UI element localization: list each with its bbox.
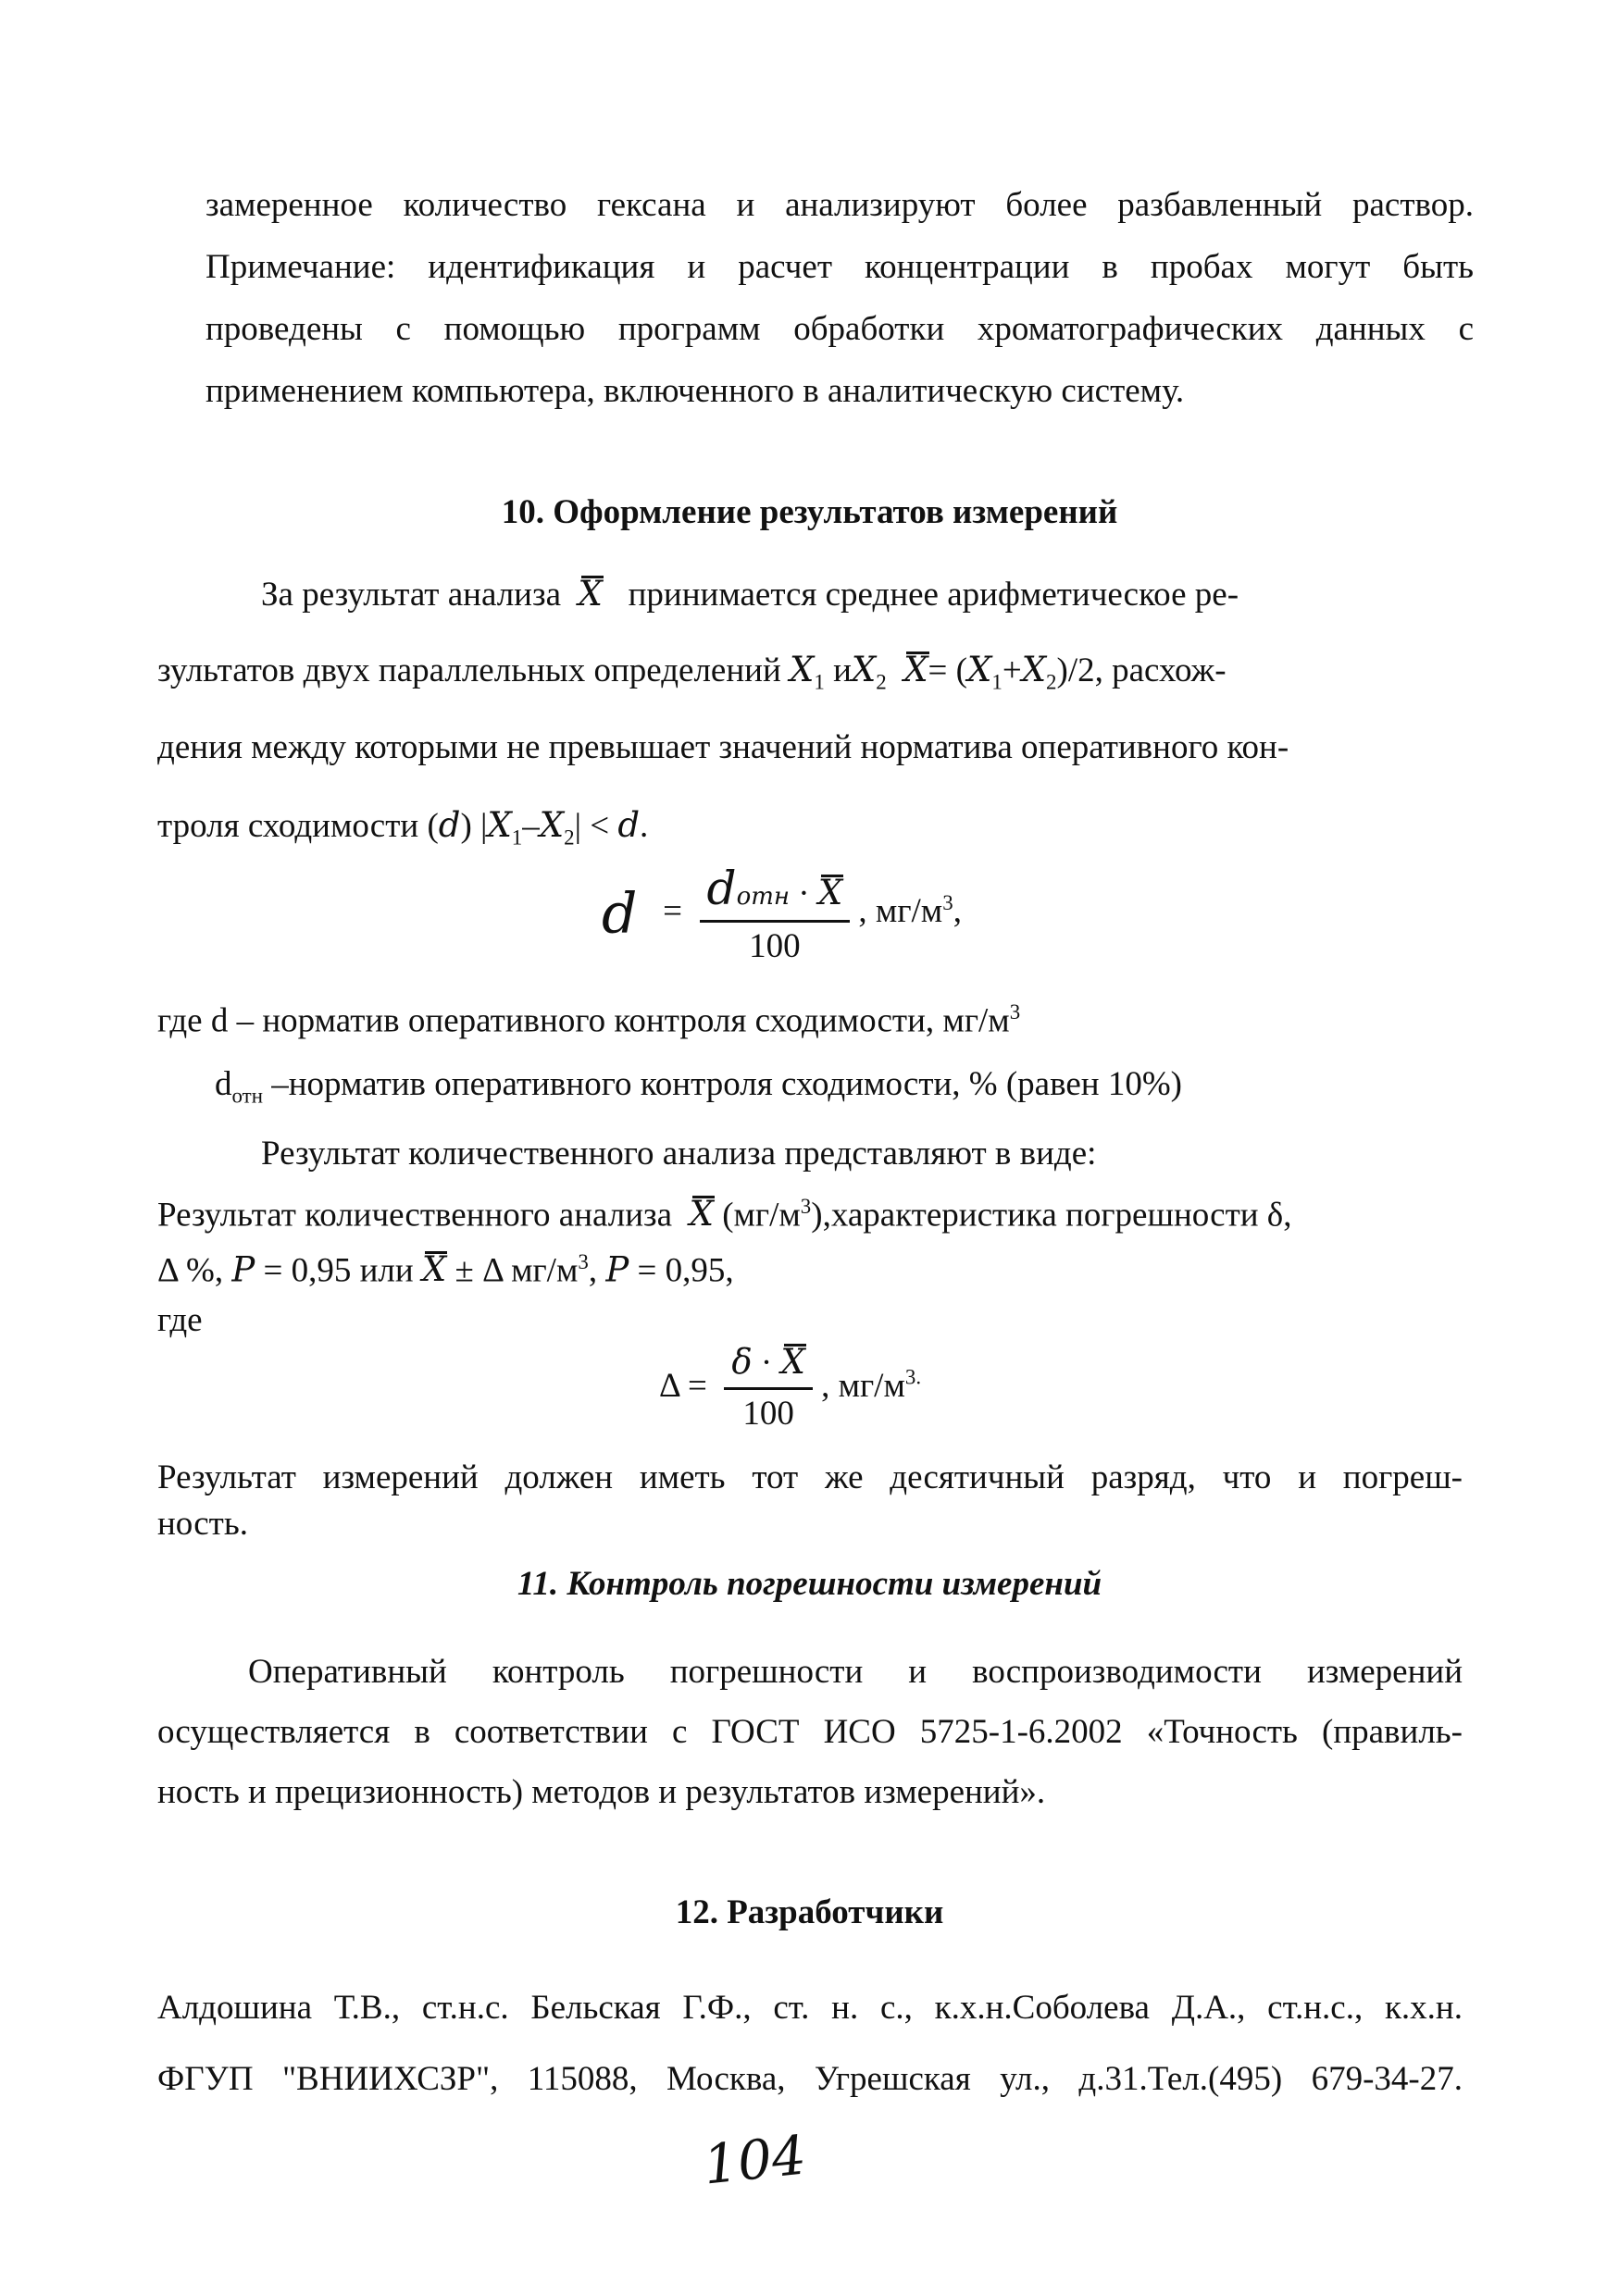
note-line-3: применением компьютера, включенного в аналитическую систему.	[205, 372, 1185, 410]
intro-line-1: замеренное количество гексана и анализируют более разбавленный раствор.	[205, 186, 1474, 224]
d-formula: d = $\frac{\text{dотн · X}}{100}$ , $мг/м^3$,	[602, 861, 962, 967]
result-definition-line-4: троля сходимости (d) $|X_1-X_2| < d$.	[157, 805, 649, 850]
d-definition: где d – норматив оперативного контроля сходимости, $мг/м^3$	[157, 1000, 1021, 1040]
result-form-intro: Результат количественного анализа представляют в виде:	[261, 1135, 1097, 1173]
result-form-line-2: Δ %, P = 0,95 или X ± Δ $мг/м^3$, P = 0,95,	[157, 1249, 734, 1290]
section-11-line-1: Оперативный контроль погрешности и воспроизводимости измерений	[248, 1653, 1463, 1691]
mean-formula: $X= (X_1+X_2)/2$	[903, 650, 1095, 694]
where-label: где	[157, 1301, 203, 1339]
section-11-line-2: осуществляется в соответствии с ГОСТ ИСО 5725-1-6.2002 «Точность (правиль-	[157, 1713, 1463, 1751]
developers-line-1: Алдошина Т.В., ст.н.с. Бельская Г.Ф., ст. н. с., к.х.н.Соболева Д.А., ст.н.с., к.х.н.	[157, 1989, 1463, 2027]
digits-line-1: Результат измерений должен иметь тот же десятичный разряд, что и погреш-	[157, 1458, 1463, 1496]
note-line-2: проведены с помощью программ обработки хроматографических данных с	[205, 310, 1474, 348]
section-10-title: 10. Оформление результатов измерений	[501, 493, 1118, 531]
result-definition-line-1: За результат анализа X принимается среднее арифметическое ре-	[261, 574, 1239, 614]
section-11-title: 11. Контроль погрешности измерений	[517, 1565, 1102, 1603]
delta-formula: Δ = $\frac{\delta \cdot X}{100}$ , $мг/м^{3.}$	[659, 1342, 921, 1435]
x-mean-symbol: X	[578, 574, 603, 614]
delta-fraction: $\frac{\delta \cdot X}{100}$	[724, 1342, 812, 1435]
digits-line-2: ность.	[157, 1505, 248, 1543]
developers-line-2: ФГУП "ВНИИХСЗР", 115088, Москва, Угрешская ул., д.31.Тел.(495) 679-34-27.	[157, 2060, 1463, 2098]
page-number: 104	[700, 2123, 809, 2197]
d-otn-definition: $d_{отн}$ –норматив оперативного контроля сходимости, % (равен 10%)	[215, 1065, 1182, 1108]
result-form-line-1: Результат количественного анализа X $(мг/м^3),характеристика$ погрешности δ,	[157, 1194, 1292, 1235]
section-12-title: 12. Разработчики	[675, 1893, 944, 1931]
result-definition-line-3: дения между которыми не превышает значений норматива оперативного кон-	[157, 728, 1289, 766]
result-definition-line-2: зультатов двух параллельных определений $X_1$ $иX_2$ $X= (X_1+X_2)/2$, расхож-	[157, 650, 1227, 694]
note-line-1: Примечание: идентификация и расчет концентрации в пробах могут быть	[205, 248, 1474, 286]
d-fraction: $\frac{\text{dотн · X}}{100}$	[700, 861, 851, 967]
section-11-line-3: ность и прецизионность) методов и результатов измерений».	[157, 1773, 1046, 1811]
